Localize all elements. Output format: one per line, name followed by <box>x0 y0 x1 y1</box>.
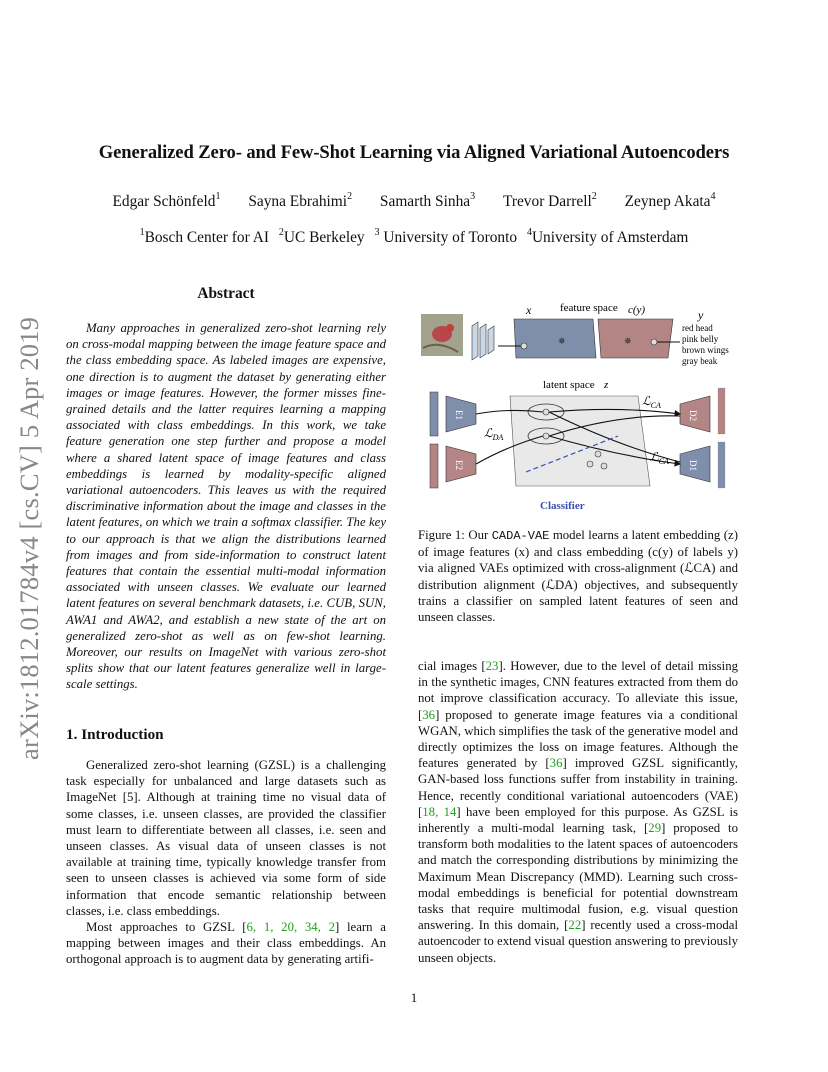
svg-text:brown wings: brown wings <box>682 345 729 355</box>
author: Samarth Sinha$^3$ <box>379 191 476 210</box>
svg-text:pink belly: pink belly <box>682 334 719 344</box>
svg-text:D2: D2 <box>688 410 698 421</box>
cnn-icon <box>472 322 494 360</box>
label-y: y <box>698 308 704 322</box>
affiliation-list <box>0 229 828 247</box>
class-feature-panel <box>598 319 673 358</box>
label-lca-bottom: ℒ$_{CA}$ <box>650 450 669 466</box>
citation-link[interactable]: 29 <box>648 821 662 836</box>
label-x: x <box>526 303 532 317</box>
label-lda: ℒ$_{DA}$ <box>484 426 504 442</box>
citation-link[interactable]: 18, 14 <box>422 804 457 819</box>
intro-paragraph-1: Generalized zero-shot learning (GZSL) is a challenging task especially for unbalanced and large datasets such as ImageNet [5]. Although at training time no visual data of some classes, i.e. unseen classes, are provided the classifier must learn to differentiate between all classes, i.e. seen and unseen classes. As visual data of unseen classes is not available at training time, typically knowledge transfer from seen to unseen classes is achieved via some form of side information that encode semantic relationship between classes, i.e. class embeddings. <box>66 758 386 918</box>
intro-paragraph-2: Most approaches to GZSL [6, 1, 20, 34, 2] learn a mapping between images and their class embeddings. An orthogonal approach is to augment data by generating artifi- <box>66 920 386 967</box>
svg-text:D1: D1 <box>688 460 698 471</box>
svg-text:gray beak: gray beak <box>682 356 718 366</box>
author: Sayna Ebrahimi$^2$ <box>248 191 353 210</box>
citation-link[interactable]: 23 <box>485 659 499 673</box>
affiliation: $^2$UC Berkeley <box>278 227 365 246</box>
author: Edgar Schönfeld$^1$ <box>112 191 221 210</box>
author-list <box>0 193 828 211</box>
svg-text:E1: E1 <box>454 410 464 420</box>
arxiv-stamp-text: arXiv:1812.01784v4 [cs.CV] 5 Apr 2019 <box>14 316 44 760</box>
star-marker: ✵ <box>624 336 632 346</box>
figure-caption: Figure 1: Our CADA-VAE model learns a latent embedding (z) of image features (x) and class embedding (c(y) of labels y) via aligned VAEs optimized with cross-alignment (ℒCA) and distribution alignment (ℒDA) objectives, and subsequently trains a classifier on sampled latent features of seen and unseen classes. <box>418 528 738 625</box>
author: Trevor Darrell$^2$ <box>502 191 597 210</box>
label-cy: c(y) <box>628 304 646 316</box>
label-feature-space: feature space <box>560 302 618 314</box>
arxiv-stamp <box>14 290 54 760</box>
model-name: CADA-VAE <box>491 529 550 543</box>
intro-heading: 1. Introduction <box>66 726 164 743</box>
label-latent-space: latent space <box>543 379 595 391</box>
citation-link[interactable]: 36 <box>422 707 436 722</box>
citation-link[interactable]: 36 <box>549 756 563 771</box>
label-z: z <box>604 379 609 391</box>
intro-paragraph-3: cial images [23]. However, due to the level of detail missing in the synthetic images, CNN features extracted from them do not improve classification accuracy. To alleviate this issue, [36] proposed to generate image features via a conditional WGAN, which simplifies the task of the generative model and directly optimizes the loss on image features. Although the features generated by [36] improved GZSL significantly, GAN-based loss functions suffer from instability in training. Hence, recently conditional variational autoencoders (VAE) [18, 14] have been employed for this purpose. As GZSL is inherently a multi-modal learning task, [29] proposed to transform both modalities to the latent spaces of autoencoders and match the corresponding distributions by minimizing the Maximum Mean Discrepancy (MMD). Learning such cross-modal embeddings is beneficial for potential downstream tasks that require multimodal fusion, e.g. visual question answering. In this domain, [22] recently used a cross-modal autoencoder to extend visual question answering to previously unseen objects. <box>418 659 739 965</box>
svg-text:red head: red head <box>682 323 713 333</box>
star-marker: ✵ <box>558 336 566 346</box>
bird-image <box>421 314 463 356</box>
right-column-body <box>418 658 738 966</box>
page-number: 1 <box>410 990 418 1005</box>
figure-1 <box>418 296 738 520</box>
citation-link[interactable]: 6, 1, 20, 34, 2 <box>246 920 336 935</box>
svg-text:E2: E2 <box>454 460 464 470</box>
label-lca-top: ℒ$_{CA}$ <box>642 394 661 410</box>
affiliation: $^1$Bosch Center for AI <box>139 227 269 246</box>
paper-title: Generalized Zero- and Few-Shot Learning via Aligned Variational Autoencoders <box>98 142 730 163</box>
abstract-body <box>66 320 386 693</box>
affiliation: $^4$University of Amsterdam <box>526 227 689 246</box>
abstract-text: Many approaches in generalized zero-shot learning rely on cross-modal mapping between the image feature space and the class embedding space. As labeled images are expensive, one direction is to augment the dataset by generating either images or image features. However, the former misses fine-grained details and the latter requires learning a mapping associated with class embeddings. In this work, we take feature generation one step further and propose a model where a shared latent space of image features and class embeddings is learned by modality-specific aligned variational autoencoders. This leaves us with the required discriminative information about the image and classes in the latent features, on which we train a softmax classifier. The key to our approach is that we align the distributions learned from images and from side-information to construct latent features that contain the essential multi-modal information associated with unseen classes. We evaluate our learned latent features on several benchmark datasets, i.e. CUB, SUN, AWA1 and AWA2, and establish a new state of the art on generalized zero-shot as well as on few-shot learning. Moreover, our results on ImageNet with various zero-shot splits show that our latent features generalize well in large-scale settings. <box>66 321 386 692</box>
attribute-list <box>682 323 729 366</box>
author: Zeynep Akata$^4$ <box>624 191 716 210</box>
citation-link[interactable]: 22 <box>568 918 582 933</box>
intro-body <box>66 757 386 968</box>
image-feature-panel <box>514 319 596 358</box>
abstract-heading: Abstract <box>197 285 255 302</box>
label-classifier: Classifier <box>540 500 585 512</box>
affiliation: $^3$ University of Toronto <box>374 227 518 246</box>
